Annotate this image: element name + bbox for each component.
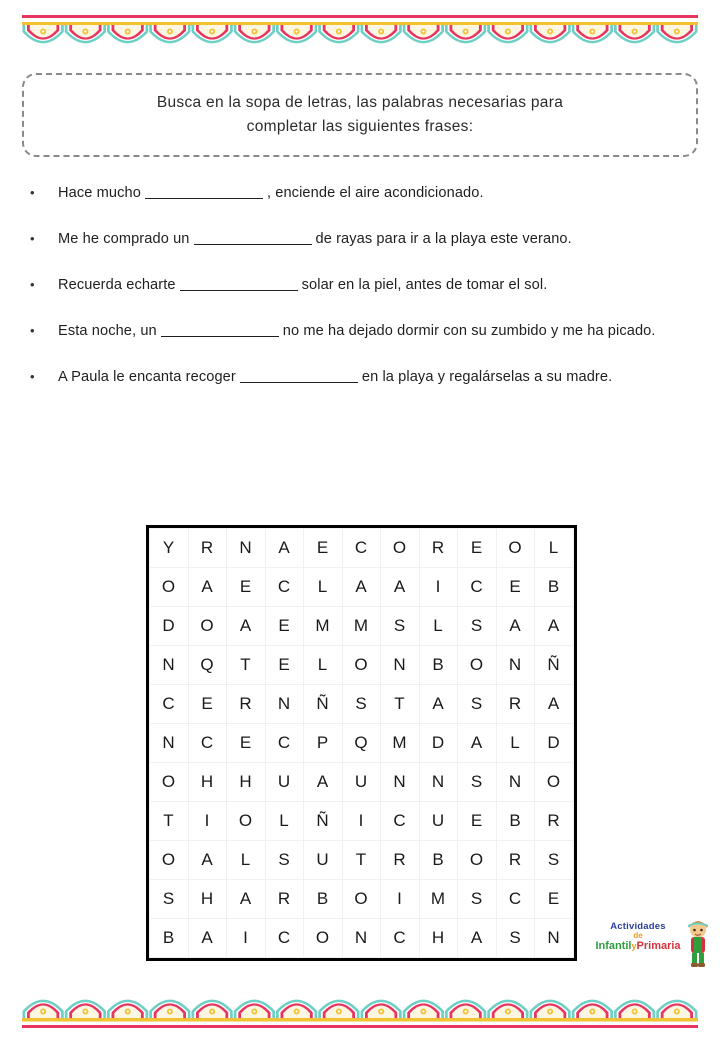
grid-cell[interactable]: C	[458, 568, 497, 607]
grid-cell[interactable]: E	[265, 607, 304, 646]
grid-cell[interactable]: E	[265, 646, 304, 685]
grid-cell[interactable]: A	[265, 529, 304, 568]
grid-cell[interactable]: R	[265, 880, 304, 919]
grid-cell[interactable]: A	[458, 919, 497, 958]
grid-cell[interactable]: S	[458, 880, 497, 919]
grid-cell[interactable]: E	[458, 529, 497, 568]
grid-cell[interactable]: Q	[342, 724, 381, 763]
sentence-after: no me ha dejado dormir con su zumbido y me ha picado.	[282, 322, 656, 339]
grid-cell[interactable]: I	[227, 919, 266, 958]
grid-cell[interactable]: Ñ	[304, 802, 343, 841]
sentence-after: en la playa y regalárselas a su madre.	[361, 368, 613, 385]
grid-cell[interactable]: D	[150, 607, 189, 646]
sentence-after: , enciende el aire acondicionado.	[266, 185, 484, 201]
table-row	[150, 607, 574, 646]
instruction-line-1: Busca en la sopa de letras, las palabras necesarias para	[156, 93, 564, 111]
logo-line-de: de	[633, 931, 643, 941]
grid-cell[interactable]: L	[419, 607, 458, 646]
grid-cell[interactable]: O	[188, 607, 227, 646]
logo-word-infantil: Infantil	[595, 939, 632, 952]
grid-cell[interactable]: O	[227, 802, 266, 841]
grid-cell[interactable]: O	[150, 763, 189, 802]
table-row	[150, 568, 574, 607]
grid-cell[interactable]: C	[265, 568, 304, 607]
grid-cell[interactable]: S	[265, 841, 304, 880]
grid-cell[interactable]: E	[227, 568, 266, 607]
grid-cell[interactable]: N	[535, 919, 574, 958]
grid-cell[interactable]: S	[381, 607, 420, 646]
grid-cell[interactable]: N	[265, 685, 304, 724]
grid-cell[interactable]: O	[535, 763, 574, 802]
sentence-before: Esta noche, un	[58, 322, 157, 339]
grid-cell[interactable]: B	[419, 841, 458, 880]
grid-cell[interactable]: A	[304, 763, 343, 802]
grid-cell[interactable]: O	[150, 568, 189, 607]
grid-cell[interactable]: H	[188, 763, 227, 802]
bullet-icon: •	[30, 230, 35, 246]
grid-cell[interactable]: N	[227, 529, 266, 568]
answer-blank[interactable]	[145, 198, 263, 199]
grid-cell[interactable]: E	[304, 529, 343, 568]
sentence-before: Recuerda echarte	[58, 276, 176, 293]
grid-cell[interactable]: O	[342, 880, 381, 919]
grid-cell[interactable]: N	[342, 919, 381, 958]
list-item	[30, 318, 700, 345]
table-row	[150, 841, 574, 880]
grid-cell[interactable]: C	[496, 880, 535, 919]
answer-blank[interactable]	[180, 290, 298, 291]
grid-cell[interactable]: T	[227, 646, 266, 685]
grid-cell[interactable]: B	[535, 568, 574, 607]
table-row	[150, 880, 574, 919]
grid-cell[interactable]: A	[188, 568, 227, 607]
grid-cell[interactable]: L	[227, 841, 266, 880]
grid-cell[interactable]: B	[150, 919, 189, 958]
logo-line-infantil-primaria	[592, 941, 684, 953]
grid-cell[interactable]: R	[188, 529, 227, 568]
grid-cell[interactable]: L	[304, 646, 343, 685]
sentence-before: A Paula le encanta recoger	[58, 368, 236, 385]
grid-cell[interactable]: I	[342, 802, 381, 841]
grid-cell[interactable]: O	[150, 841, 189, 880]
grid-cell[interactable]: S	[150, 880, 189, 919]
sentence-list	[30, 180, 700, 410]
list-item	[30, 226, 700, 253]
grid-cell[interactable]: A	[535, 607, 574, 646]
instruction-box	[22, 73, 698, 157]
sentence-before: Hace mucho	[58, 185, 141, 201]
site-logo	[592, 920, 712, 972]
grid-cell[interactable]: U	[419, 802, 458, 841]
grid-cell[interactable]: A	[535, 685, 574, 724]
logo-word-primaria: Primaria	[636, 939, 681, 952]
logo-text	[592, 922, 684, 953]
grid-cell[interactable]: E	[188, 685, 227, 724]
sentence-text	[58, 318, 700, 345]
grid-cell[interactable]: A	[227, 880, 266, 919]
grid-cell[interactable]: P	[304, 724, 343, 763]
grid-cell[interactable]: E	[227, 724, 266, 763]
table-row	[150, 724, 574, 763]
grid-cell[interactable]: S	[458, 685, 497, 724]
table-row	[150, 685, 574, 724]
grid-cell[interactable]: M	[419, 880, 458, 919]
grid-cell[interactable]: T	[342, 841, 381, 880]
grid-cell[interactable]: L	[265, 802, 304, 841]
grid-cell[interactable]: N	[150, 724, 189, 763]
grid-cell[interactable]: O	[342, 646, 381, 685]
grid-cell[interactable]: C	[381, 802, 420, 841]
answer-blank[interactable]	[194, 244, 312, 245]
list-item	[30, 272, 700, 299]
grid-cell[interactable]: C	[265, 724, 304, 763]
grid-cell[interactable]: C	[265, 919, 304, 958]
instruction-text	[157, 91, 563, 139]
list-item	[30, 180, 700, 207]
grid-cell[interactable]: E	[535, 880, 574, 919]
table-row	[150, 529, 574, 568]
answer-blank[interactable]	[161, 336, 279, 337]
table-row	[150, 802, 574, 841]
grid-cell[interactable]: R	[496, 685, 535, 724]
grid-cell[interactable]: S	[342, 685, 381, 724]
grid-cell[interactable]: T	[150, 802, 189, 841]
grid-cell[interactable]: L	[535, 529, 574, 568]
grid-cell[interactable]: C	[150, 685, 189, 724]
grid-cell[interactable]: Y	[150, 529, 189, 568]
grid-cell[interactable]: A	[419, 685, 458, 724]
grid-cell[interactable]: B	[496, 802, 535, 841]
child-mascot-icon	[684, 920, 712, 968]
grid-cell[interactable]: A	[342, 568, 381, 607]
grid-cell[interactable]: H	[419, 919, 458, 958]
grid-cell[interactable]: R	[419, 529, 458, 568]
grid-cell[interactable]: M	[304, 607, 343, 646]
grid-cell[interactable]: U	[304, 841, 343, 880]
grid-cell[interactable]: L	[496, 724, 535, 763]
grid-cell[interactable]: N	[381, 646, 420, 685]
wordsearch-grid[interactable]	[146, 525, 577, 961]
grid-cell[interactable]: I	[381, 880, 420, 919]
logo-line-actividades: Actividades	[610, 921, 666, 932]
grid-cell[interactable]: O	[496, 529, 535, 568]
sentence-after: de rayas para ir a la playa este verano.	[315, 230, 572, 247]
grid-cell[interactable]: T	[381, 685, 420, 724]
grid-cell[interactable]: A	[458, 724, 497, 763]
sentence-text	[58, 272, 700, 299]
bullet-icon: •	[30, 368, 35, 384]
grid-cell[interactable]: Ñ	[535, 646, 574, 685]
grid-cell[interactable]: S	[496, 919, 535, 958]
grid-cell[interactable]: C	[188, 724, 227, 763]
grid-cell[interactable]: N	[150, 646, 189, 685]
sentence-text	[58, 226, 700, 253]
answer-blank[interactable]	[240, 382, 358, 383]
grid-cell[interactable]: Ñ	[304, 685, 343, 724]
grid-cell[interactable]: S	[535, 841, 574, 880]
grid-cell[interactable]: A	[188, 841, 227, 880]
grid-cell[interactable]: D	[419, 724, 458, 763]
grid-cell[interactable]: O	[458, 841, 497, 880]
grid-cell[interactable]: R	[381, 841, 420, 880]
grid-cell[interactable]: B	[419, 646, 458, 685]
grid-cell[interactable]: C	[381, 919, 420, 958]
table-row	[150, 919, 574, 958]
grid-cell[interactable]: R	[496, 841, 535, 880]
bottom-decorative-border	[0, 974, 720, 1040]
grid-cell[interactable]: A	[381, 568, 420, 607]
sentence-after: solar en la piel, antes de tomar el sol.	[301, 276, 548, 293]
bullet-icon: •	[30, 185, 35, 200]
grid-cell[interactable]: I	[419, 568, 458, 607]
grid-cell[interactable]: N	[419, 763, 458, 802]
grid-cell[interactable]: M	[342, 607, 381, 646]
grid-cell[interactable]: O	[304, 919, 343, 958]
grid-cell[interactable]: D	[535, 724, 574, 763]
grid-cell[interactable]: N	[496, 646, 535, 685]
grid-cell[interactable]: U	[265, 763, 304, 802]
bullet-icon: •	[30, 276, 35, 292]
sentence-text	[58, 180, 700, 207]
grid-cell[interactable]: E	[458, 802, 497, 841]
list-item	[30, 364, 700, 391]
logo-word-y: y	[631, 940, 637, 951]
instruction-line-2: completar las siguientes frases:	[246, 118, 474, 135]
grid-cell[interactable]: O	[458, 646, 497, 685]
grid-cell[interactable]: N	[496, 763, 535, 802]
grid-cell[interactable]: H	[227, 763, 266, 802]
grid-cell[interactable]: L	[304, 568, 343, 607]
grid-cell[interactable]: B	[304, 880, 343, 919]
grid-cell[interactable]: S	[458, 607, 497, 646]
grid-cell[interactable]: A	[188, 919, 227, 958]
sentence-before: Me he comprado un	[58, 230, 190, 247]
grid-cell[interactable]: Q	[188, 646, 227, 685]
grid-cell[interactable]: O	[381, 529, 420, 568]
grid-cell[interactable]: I	[188, 802, 227, 841]
grid-cell[interactable]: R	[535, 802, 574, 841]
grid-cell[interactable]: N	[381, 763, 420, 802]
grid-cell[interactable]: C	[342, 529, 381, 568]
grid-cell[interactable]: A	[496, 607, 535, 646]
grid-cell[interactable]: H	[188, 880, 227, 919]
table-row	[150, 763, 574, 802]
bullet-icon: •	[30, 322, 35, 338]
grid-cell[interactable]: A	[227, 607, 266, 646]
grid-cell[interactable]: R	[227, 685, 266, 724]
grid-cell[interactable]: M	[381, 724, 420, 763]
sentence-text	[58, 364, 700, 391]
table-row	[150, 646, 574, 685]
grid-cell[interactable]: U	[342, 763, 381, 802]
grid-cell[interactable]: E	[496, 568, 535, 607]
grid-cell[interactable]: S	[458, 763, 497, 802]
top-decorative-border	[0, 0, 720, 66]
